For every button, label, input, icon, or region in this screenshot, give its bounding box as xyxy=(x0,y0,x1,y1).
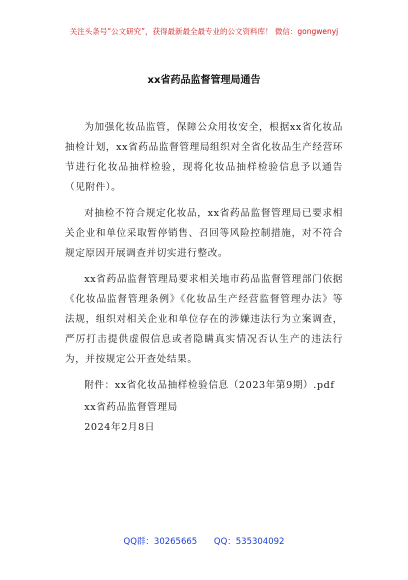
footer-contact xyxy=(0,535,408,547)
date: 2024年2月8日 xyxy=(84,422,155,433)
document-title: xx省药品监督管理局通告 xyxy=(147,75,261,86)
paragraph-3: xx省药品监督管理局要求相关地市药品监督管理部门依据《化妆品监督管理条例》《化妆品生产经营监督管理办法》等法规，组织对相关企业和单位存在的涉嫌违法行为立案调查，严厉打击提供虚假信息或者隐瞒真实情况否认生产的违法行为，并按规定公开查处结果。 xyxy=(65,274,343,365)
paragraph-1: 为加强化妆品监管，保障公众用妆安全，根据xx省化妆品抽检计划，xx省药品监督管理局组织对全省化妆品生产经营环节进行化妆品抽样检验，现将化妆品抽样检验信息予以通告（见附件）。 xyxy=(65,122,343,193)
footer-qq-group: QQ群：30265665 xyxy=(123,537,198,547)
paragraph-2: 对抽检不符合规定化妆品，xx省药品监督管理局已要求相关企业和单位采取暂停销售、召回等风险控制措施，对不符合规定原因开展调查并切实进行整改。 xyxy=(65,208,343,259)
footer-qq: QQ：535304092 xyxy=(213,537,285,547)
document-body xyxy=(65,118,343,438)
signature: xx省药品监督管理局 xyxy=(84,402,178,413)
attachment-line: 附件：xx省化妆品抽样检验信息（2023年第9期）.pdf xyxy=(84,380,335,391)
header-banner: 关注头条号“公文研究”，获得最新最全最专业的公文资料库！ 微信：gongwenyj xyxy=(69,27,339,36)
